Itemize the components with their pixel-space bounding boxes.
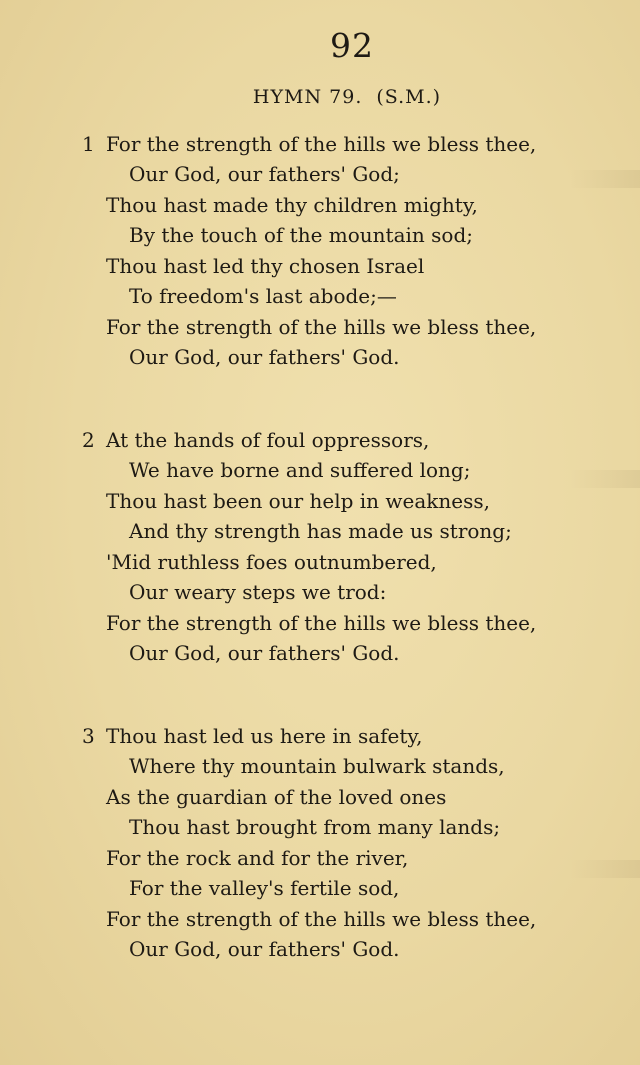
verse-line: And thy strength has made us strong; [129,519,512,543]
show-through-shadow [570,170,640,188]
verse-line: Thou hast been our help in weakness, [106,489,491,513]
verse-line: To freedom's last abode;— [129,284,397,308]
verse-line: For the strength of the hills we bless thee, [106,132,537,156]
verse-line: Thou hast led thy chosen Israel [106,254,425,278]
page-number: 92 [330,26,374,65]
verse-line: By the touch of the mountain sod; [129,223,473,247]
verse-number: 1 [82,132,95,156]
verse-line: Thou hast made thy children mighty, [106,193,478,217]
verse-line: 'Mid ruthless foes outnumbered, [106,550,437,574]
verse-line: Thou hast brought from many lands; [129,815,501,839]
verse-line: For the valley's fertile sod, [129,876,400,900]
show-through-shadow [570,860,640,878]
verse-number: 2 [82,428,95,452]
verse-line: For the strength of the hills we bless thee, [106,315,537,339]
hymn-meter: (S.M.) [376,86,442,108]
verse-line: As the guardian of the loved ones [106,785,447,809]
verse-number: 3 [82,724,95,748]
verse-line: For the strength of the hills we bless thee, [106,907,537,931]
hymn-title [0,86,640,108]
verse-line: We have borne and suffered long; [129,458,471,482]
verse-line: Thou hast led us here in safety, [106,724,423,748]
verse-line: For the rock and for the river, [106,846,409,870]
verse-line: Our God, our fathers' God. [129,937,400,961]
verse-line: Our God, our fathers' God; [129,162,400,186]
verse-line: Our God, our fathers' God. [129,345,400,369]
verse-line: Our weary steps we trod: [129,580,387,604]
hymn-label: HYMN 79. [252,86,363,108]
show-through-shadow [570,470,640,488]
verse-line: For the strength of the hills we bless thee, [106,611,537,635]
verse-line: Where thy mountain bulwark stands, [129,754,505,778]
verse-line: Our God, our fathers' God. [129,641,400,665]
verse-line: At the hands of foul oppressors, [106,428,430,452]
